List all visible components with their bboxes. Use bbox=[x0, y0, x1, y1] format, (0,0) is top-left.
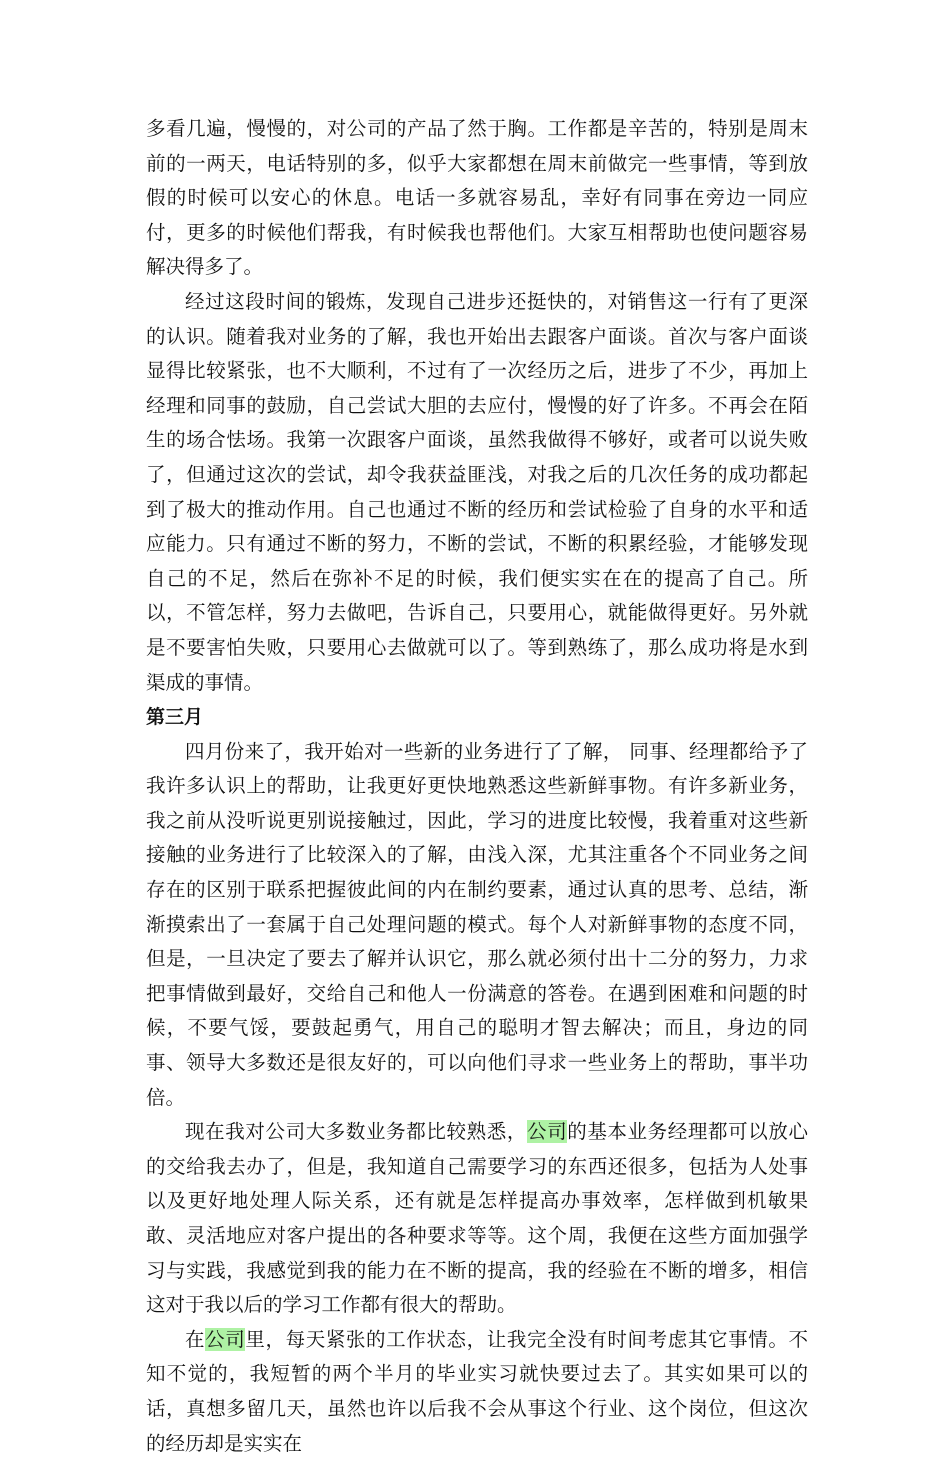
document-page bbox=[146, 112, 808, 1461]
section-heading: 第三月 bbox=[146, 706, 204, 729]
paragraph-1: 多看几遍，慢慢的，对公司的产品了然于胸。工作都是辛苦的，特别是周末前的一两天，电话特别的多，似乎大家都想在周末前做完一些事情，等到放假的时候可以安心的休息。电话一多就容易乱，幸好有同事在旁边一同应付，更多的时候他们帮我，有时候我也帮他们。大家互相帮助也使问题容易解决得多了。 bbox=[146, 117, 808, 279]
paragraph-4-start: 现在我对公司大多数业务都比较熟悉， bbox=[185, 1120, 527, 1144]
paragraph-5-end: 里，每天紧张的工作状态，让我完全没有时间考虑其它事情。不知不觉的，我短暂的两个半月的毕业实习就快要过去了。其实如果可以的话，真想多留几天，虽然也许以后我不会从事这个行业、这个岗位，但这次的经历却是实实在 bbox=[146, 1327, 808, 1455]
paragraph-4-end: 的基本业务经理都可以放心的交给我去办了，但是，我知道自己需要学习的东西还很多，包括为人处事以及更好地处理人际关系，还有就是怎样提高办事效率，怎样做到机敏果敢、灵活地应对客户提出的各种要求等等。这个周，我便在这些方面加强学习与实践，我感觉到我的能力在不断的提高，我的经验在不断的增多，相信这对于我以后的学习工作都有很大的帮助。 bbox=[146, 1120, 808, 1317]
paragraph-4 bbox=[146, 1115, 808, 1323]
highlighted-word: 公司 bbox=[526, 1120, 568, 1144]
paragraph-3: 四月份来了，我开始对一些新的业务进行了了解， 同事、经理都给予了我许多认识上的帮助，让我更好更快地熟悉这些新鲜事物。有许多新业务，我之前从没听说更别说接触过，因此，学习的进度比较慢，我着重对这些新接触的业务进行了比较深入的了解，由浅入深，尤其注重各个不同业务之间存在的区别于联系把握彼此间的内在制约要素，通过认真的思考、总结，渐渐摸索出了一套属于自己处理问题的模式。每个人对新鲜事物的态度不同，但是，一旦决定了要去了解并认识它，那么就必须付出十二分的努力，力求把事情做到最好，交给自己和他人一份满意的答卷。在遇到困难和问题的时候，不要气馁，要鼓起勇气，用自己的聪明才智去解决；而且，身边的同事、领导大多数还是很友好的，可以向他们寻求一些业务上的帮助，事半功倍。 bbox=[146, 739, 808, 1109]
paragraph-2: 经过这段时间的锻炼，发现自己进步还挺快的，对销售这一行有了更深的认识。随着我对业务的了解，我也开始出去跟客户面谈。首次与客户面谈显得比较紧张，也不大顺利，不过有了一次经历之后，进步了不少，再加上经理和同事的鼓励，自己尝试大胆的去应付，慢慢的好了许多。不再会在陌生的场合怯场。我第一次跟客户面谈，虽然我做得不够好，或者可以说失败了，但通过这次的尝试，却令我获益匪浅，对我之后的几次任务的成功都起到了极大的推动作用。自己也通过不断的经历和尝试检验了自身的水平和适应能力。只有通过不断的努力，不断的尝试，不断的积累经验，才能够发现自己的不足，然后在弥补不足的时候，我们便实实在在的提高了自己。所以，不管怎样，努力去做吧，告诉自己，只要用心，就能做得更好。另外就是不要害怕失败，只要用心去做就可以了。等到熟练了，那么成功将是水到渠成的事情。 bbox=[146, 289, 808, 694]
highlighted-word: 公司 bbox=[205, 1327, 246, 1351]
paragraph-5-start: 在 bbox=[185, 1327, 206, 1351]
